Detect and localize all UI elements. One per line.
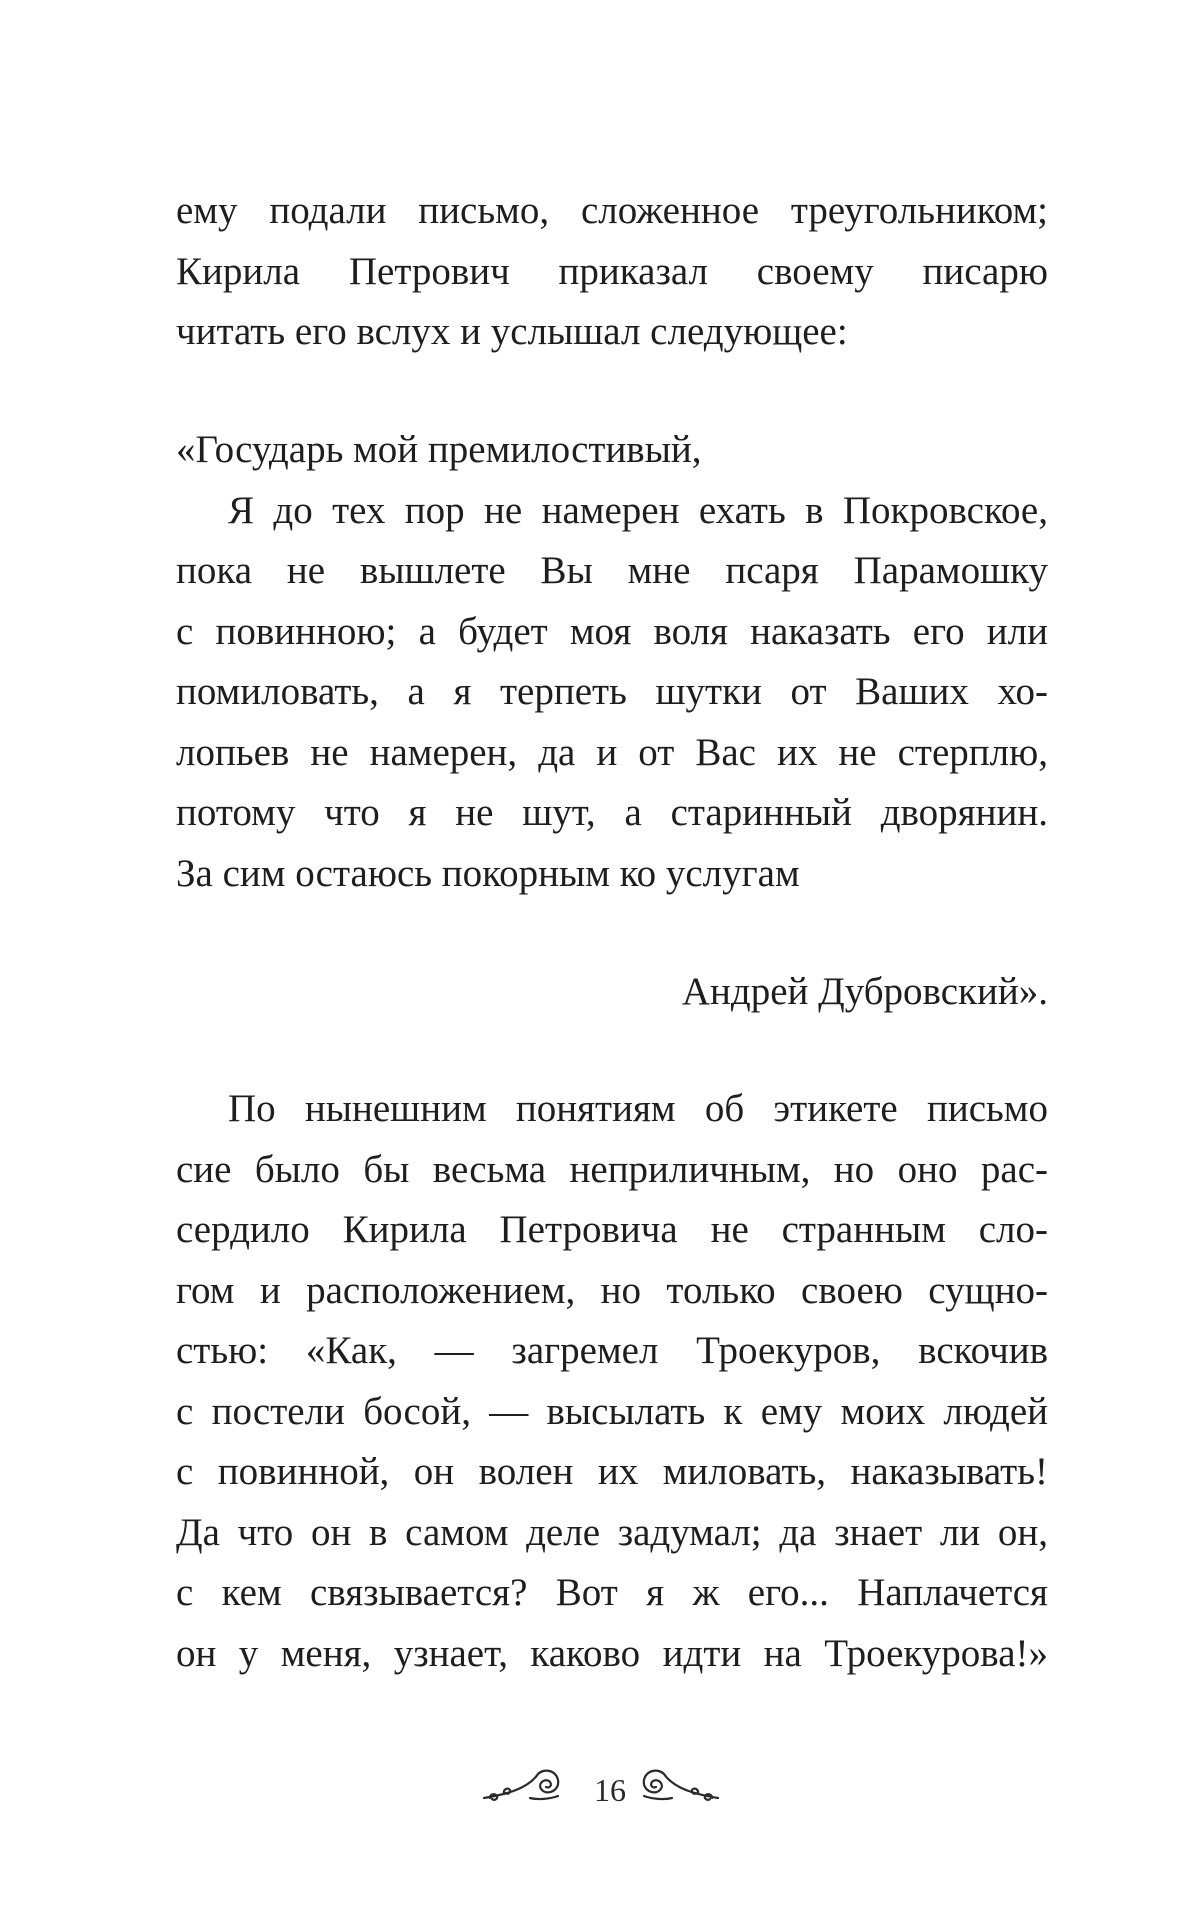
text-line: лопьев не намерен, да и от Вас их не стерплю, [176,730,1048,774]
page-footer [0,1766,1200,1826]
text-line: он у меня, узнает, каково идти на Троекурова!» [176,1631,1048,1675]
text-line: с кем связывается? Вот я ж его... Наплачется [176,1571,1048,1614]
letter-text [176,420,1048,904]
text-line: Кирила Петрович приказал своему писарю [176,249,1048,293]
text-line: ему подали письмо, сложенное треугольником; [176,189,1048,232]
text-line: сие было бы весьма неприличным, но оно рас- [176,1147,1048,1191]
letter-salutation: «Государь мой премилостивый, [176,428,702,471]
text-line: читать его вслух и услышал следующее: [176,310,848,353]
scroll-ornament-icon [482,1766,564,1814]
text-line: гом и расположением, но только своею сущно- [176,1268,1048,1312]
text-line: По нынешним понятиям об этикете письмо [228,1087,1048,1130]
text-line: с повинною; а будет моя воля наказать его или [176,609,1048,653]
text-line: с повинной, он волен их миловать, наказывать! [176,1450,1048,1493]
text-line: помиловать, а я терпеть шутки от Ваших хо- [176,670,1048,713]
text-line: потому что я не шут, а старинный дворянин. [176,791,1048,834]
text-line: сердило Кирила Петровича не странным сло- [176,1208,1048,1251]
text-line: Да что он в самом деле задумал; да знает ли он, [176,1510,1048,1554]
text-line: Я до тех пор не намерен ехать в Покровское, [228,488,1048,532]
text-line: стью: «Как, — загремел Троекуров, вскочив [176,1329,1048,1372]
letter-signature: Андрей Дубровский». [681,970,1048,1013]
text-line: пока не вышлете Вы мне псаря Парамошку [176,549,1048,592]
scroll-ornament-icon [638,1766,720,1814]
intro-paragraph [176,181,1048,363]
commentary-paragraph [176,1079,1048,1684]
text-line: За сим остаюсь покорным ко услугам [176,851,800,895]
page-number: 16 [594,1772,626,1808]
text-line: с постели босой, — высылать к ему моих людей [176,1389,1048,1433]
